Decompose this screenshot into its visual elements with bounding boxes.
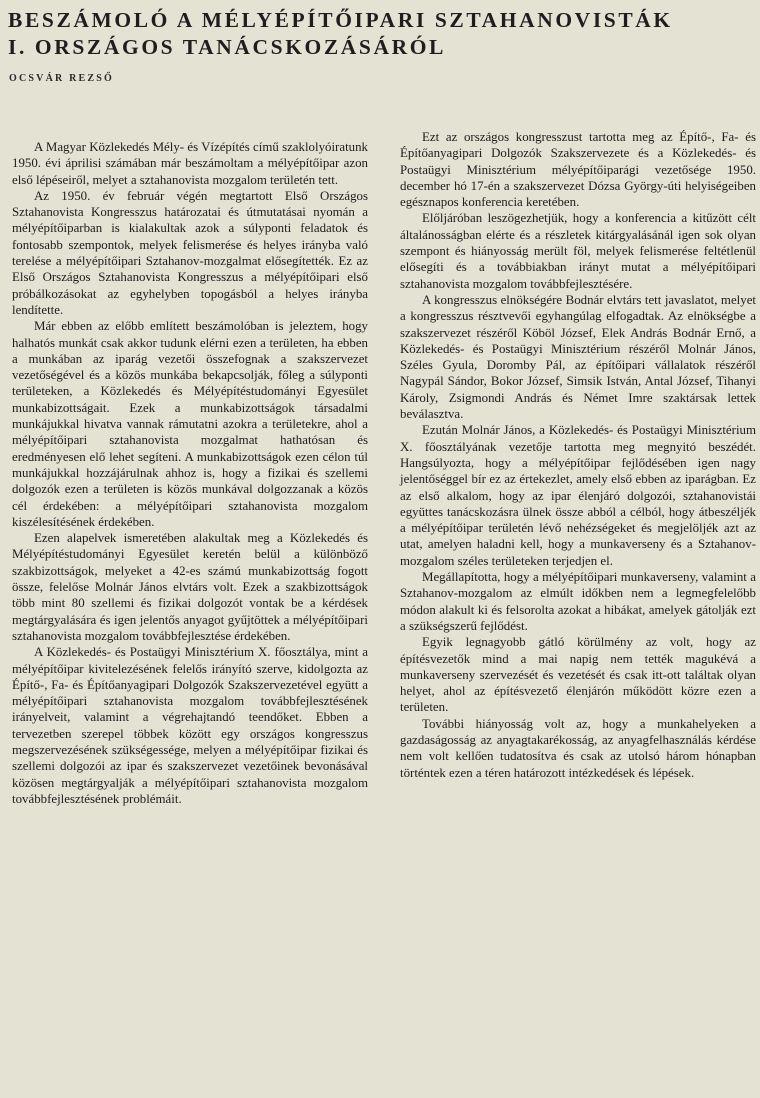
left-column xyxy=(12,139,368,807)
article-title xyxy=(8,7,756,61)
paragraph: További hiányosság volt az, hogy a munkahelyeken a gazdaságosság az anyagtakarékosság, az anyagfelhasználás kérdése nem volt kellően tudatosítva és csak az utolsó három hónapban történtek ezen a téren határozott intézkedések és lépések. xyxy=(400,716,756,780)
paragraph: Ezután Molnár János, a Közlekedés- és Postaügyi Minisztérium X. főosztályának vezetője tartotta meg megnyitó beszédét. Hangsúlyozta, hogy a mélyépítőipar fejlődésében igen nagy jelentőséggel bír ez az értekezlet, amely első ebben az iparágban. Ez az első alkalom, hogy az ipar élenjáró dolgozói, sztahanovistái együttes tanácskozásra ülnek össze abból a célból, hogy átbeszéljék a mélyépítőipar területén lévő nehézségeket és megjelöljék azt az utat, amelyen haladni kell, hogy a munkaverseny és a Sztahanov-mozgalom széles területeken terjedjen el. xyxy=(400,423,756,568)
right-column xyxy=(400,129,756,781)
paragraph: A kongresszus elnökségére Bodnár elvtárs tett javaslatot, melyet a kongresszus résztvevői egyhangúlag elfogadtak. Az elnökségbe a szakszervezet részéről Köböl József, Elek András Bodnár Ernő, a Közlekedés- és Postaügyi Minisztérium részéről Molnár János, Széles Gyula, Doromby Pál, az építőipari vállalatok részéről Nagypál Sándor, Bokor József, Simsik István, Antal József, Tihanyi Károly, Zsigmondi András és Német Imre szaktársak lettek beválasztva. xyxy=(400,292,756,422)
paragraph: Az 1950. év február végén megtartott Első Országos Sztahanovista Kongresszus határozatai és útmutatásai nyomán a mélyépítőiparban is kialakultak azok a súlyponti feladatok és fontosabb szempontok, melyek felismerése és helyes irányba való terelése a mélyépítőipari Sztahanov-mozgalmat elősegítették. Ez az Első Országos Sztahanovista Kongresszus a mélyépítőipari első próbálkozásokat az egyhelyben topogásból a helyes irányba lendítette. xyxy=(12,188,368,317)
paragraph: Ezen alapelvek ismeretében alakultak meg a Közlekedés és Mélyépítéstudományi Egyesület keretén belül a különböző szakbizottságok, melyeket a 42-es számú munkabizottság fogott össze, felelőse Molnár János elvtárs volt. Ezek a szakbizottságok több mint 80 szellemi és fizikai dolgozót vontak be a kérdések megtárgyalására és igen jelentős anyagot gyűjtöttek a mélyépítőipari sztahanovista mozgalom továbbfejlesztése érdekében. xyxy=(12,531,368,643)
paragraph: Előljáróban leszögezhetjük, hogy a konferencia a kitűzött célt általánosságban elérte és a részletek kitárgyalásánál igen sok olyan szempont és hiányosság merült föl, melyek felismerése feltétlenül elősegíti és a továbbiakban irányt mutat a mélyépítőipari sztahanovista mozgalom továbbfejlesztésére. xyxy=(400,211,756,291)
article-title-line-1: BESZÁMOLÓ A MÉLYÉPÍTŐIPARI SZTAHANOVISTÁK xyxy=(8,8,673,32)
paragraph: A Magyar Közlekedés Mély- és Vízépítés című szaklolyóiratunk 1950. évi áprilisi számában már beszámoltam a mélyépítőipar azon első lépéseiről, melyet a sztahanovista mozgalom területén tett. xyxy=(12,140,368,187)
paragraph: Megállapította, hogy a mélyépítőipari munkaverseny, valamint a Sztahanov-mozgalom az elmúlt időkben nem a legmegfelelőbb módon alakult ki és felsorolta azokat a hibákat, amelyek gátolják ezt a szükségszerű fejlődést. xyxy=(400,570,756,633)
article-title-line-2: I. ORSZÁGOS TANÁCSKOZÁSÁRÓL xyxy=(8,35,446,59)
article-author: OCSVÁR REZSŐ xyxy=(9,73,115,84)
paragraph: Ezt az országos kongresszust tartotta meg az Építő-, Fa- és Építőanyagipari Dolgozók Szakszervezete és a Közlekedés- és Postaügyi Minisztérium mélyépítőiparági vezetősége 1950. december hó 17-én a szakszervezet Dózsa György-úti helyiségeiben egésznapos konferencia keretében. xyxy=(400,130,756,210)
paragraph: A Közlekedés- és Postaügyi Minisztérium X. főosztálya, mint a mélyépítőipar kivitelezésének felelős irányító szerve, kidolgozta az Építő-, Fa- és Építőanyagipari Dolgozók Szakszervezetével együtt a mélyépítőipari sztahanovista mozgalom továbbfejlesztésének irányelveit, valamint a végrehajtandó teendőket. Ebben a tervezetben szerepel többek között egy országos kongresszus megszervezésének szükségessége, melyen a mélyépítőipar fizikai és szellemi dolgozói az ipar és szakszervezet vezetőinek bevonásával közösen megtárgyalják a mélyépítőipari sztahanovista mozgalom továbbfejlesztésének problémáit. xyxy=(12,645,368,806)
paragraph: Már ebben az előbb említett beszámolóban is jeleztem, hogy halhatós munkát csak akkor tudunk elérni ezen a területen, ha ebben a munkában az iparág vezetői összefognak a szakszervezet vezetőségével és a közös munkába bekapcsolják, főleg a súlyponti területeken, a Közlekedés és Mélyépítéstudományi Egyesület munkabizottságait. Ezek a munkabizottságok társadalmi munkájukkal hivatva vannak rámutatni azokra a területekre, ahol a mélyépítőipari sztahanovista mozgalmat hathatósan és eredményesen elő lehet segíteni. A munkabizottságok ezen célon túl munkájukkal hozzájárulnak ahhoz is, hogy a fizikai és szellemi dolgozók ezen a területen is közös munkával dolgozzanak a közös cél érdekében: a mélyépítőipari sztahanovista mozgalom kiszélesítésének érdekében. xyxy=(12,319,368,529)
paragraph: Egyik legnagyobb gátló körülmény az volt, hogy az építésvezetők mind a mai napig nem tették magukévá a munkaverseny szervezését és vezetését és csak itt-ott találtak olyan helyet, ahol az építésvezető élenjárón működött közre ezen a területen. xyxy=(400,635,756,715)
